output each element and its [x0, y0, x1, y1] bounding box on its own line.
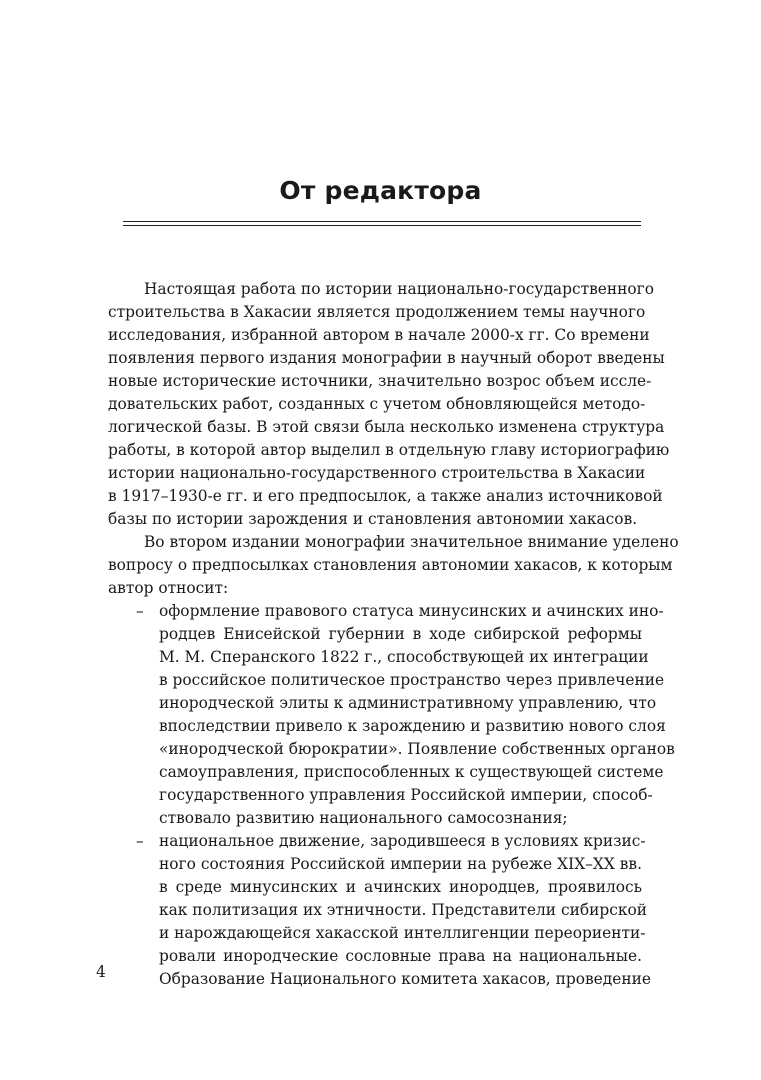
text-line: родцев Енисейской губернии в ходе сибирской реформы: [159, 625, 642, 643]
text-line: национальное движение, зародившееся в условиях кризис-: [159, 832, 646, 850]
text-line: инородческой элиты к административному управлению, что: [159, 694, 657, 712]
text-line: новые исторические источники, значительно возрос объем иссле-: [108, 372, 652, 390]
text-line: ровали инородческие сословные права на национальные.: [159, 947, 642, 965]
text-line: истории национально-государственного строительства в Хакасии: [108, 464, 646, 482]
text-line: ного состояния Российской империи на рубеже XIX–XX вв.: [159, 855, 642, 873]
text-line: самоуправления, приспособленных к существующей системе: [159, 763, 664, 781]
text-line: и нарождающейся хакасской интеллигенции переориенти-: [159, 924, 646, 942]
text-line: автор относит:: [108, 579, 229, 597]
text-line: в российское политическое пространство через привлечение: [159, 671, 665, 689]
text-line: появления первого издания монографии в научный оборот введены: [108, 349, 665, 367]
text-line: в 1917–1930-е гг. и его предпосылок, а также анализ источниковой: [108, 487, 663, 505]
chapter-title: От редактора: [279, 176, 482, 205]
title-rule-top: [123, 221, 641, 222]
text-line: Образование Национального комитета хакасов, проведение: [159, 970, 651, 988]
text-line: вопросу о предпосылках становления автономии хакасов, к которым: [108, 556, 673, 574]
text-line: М. М. Сперанского 1822 г., способствующей их интеграции: [159, 648, 649, 666]
text-line: оформление правового статуса минусинских и ачинских ино-: [159, 602, 664, 620]
text-line: строительства в Хакасии является продолжением темы научного: [108, 303, 646, 321]
page-number: 4: [96, 963, 106, 981]
paragraph-2: [108, 531, 679, 600]
list-dash: –: [136, 832, 144, 850]
text-line: довательских работ, созданных с учетом обновляющейся методо-: [108, 395, 646, 413]
text-line: базы по истории зарождения и становления автономии хакасов.: [108, 510, 638, 528]
list-item: [108, 830, 651, 991]
text-line: работы, в которой автор выделил в отдельную главу историографию: [108, 441, 670, 459]
text-line: государственного управления Российской империи, способ-: [159, 786, 653, 804]
text-line: логической базы. В этой связи была несколько изменена структура: [108, 418, 665, 436]
list-item: [108, 600, 675, 830]
text-line: исследования, избранной автором в начале 2000-х гг. Со времени: [108, 326, 650, 344]
paragraph-1: [108, 278, 670, 531]
text-line: «инородческой бюрократии». Появление собственных органов: [159, 740, 675, 758]
text-line: впоследствии привело к зарождению и развитию нового слоя: [159, 717, 666, 735]
title-rule-bottom: [123, 225, 641, 226]
body-text: [108, 278, 679, 991]
text-line: как политизация их этничности. Представители сибирской: [159, 901, 647, 919]
text-line: в среде минусинских и ачинских инородцев, проявилось: [159, 878, 642, 896]
list-dash: –: [136, 602, 144, 620]
text-line: Во втором издании монографии значительное внимание уделено: [144, 533, 679, 551]
text-line: Настоящая работа по истории национально-государственного: [144, 280, 654, 298]
text-line: ствовало развитию национального самосознания;: [159, 809, 568, 827]
